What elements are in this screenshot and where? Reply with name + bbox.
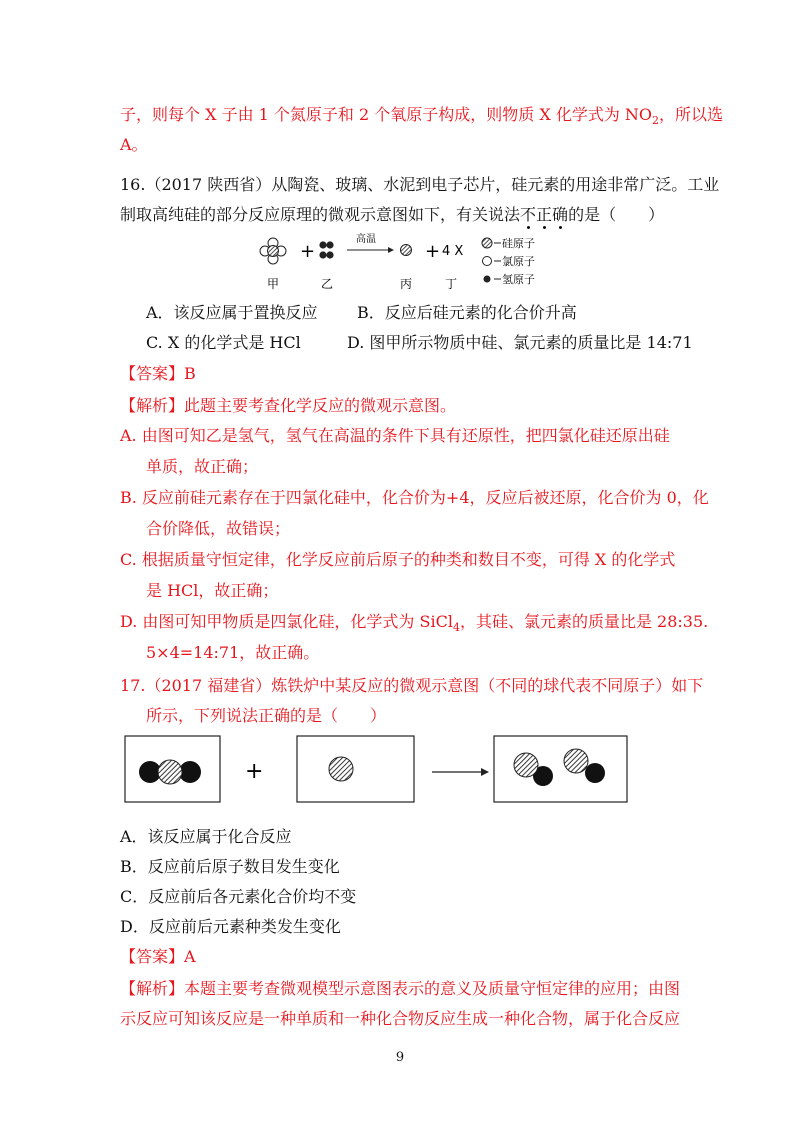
label-yi: 乙 bbox=[321, 277, 334, 291]
q16-exp-c-2: 是 HCl，故正确； bbox=[146, 581, 279, 600]
plus-sign-1: + bbox=[300, 241, 316, 262]
q17-option-b: B．反应前后原子数目发生变化 bbox=[120, 857, 340, 876]
page-number: 9 bbox=[395, 1050, 405, 1065]
q16-exp-c-1: C. 根据质量守恒定律，化学反应前后原子的种类和数目不变，可得 X 的化学式 bbox=[120, 550, 676, 569]
q16-reaction-diagram bbox=[250, 232, 590, 294]
q17-option-c: C．反应前后各元素化合价均不变 bbox=[120, 887, 357, 906]
legend-silicon: 硅原子 bbox=[502, 237, 535, 250]
q16-option-d: D. 图甲所示物质中硅、氯元素的质量比是 14:71 bbox=[347, 333, 693, 352]
product-box bbox=[494, 736, 627, 802]
q17-answer: 【答案】A bbox=[120, 947, 196, 966]
label-bing: 丙 bbox=[400, 277, 413, 291]
q17-stem-line-1: 17.（2017 福建省）炼铁炉中某反应的微观示意图（不同的球代表不同原子）如下 bbox=[120, 676, 704, 695]
q16-exp-b-2: 合价降低，故错误； bbox=[146, 519, 291, 538]
intro-line-2: A。 bbox=[120, 135, 148, 154]
q16-answer: 【答案】B bbox=[120, 364, 196, 383]
label-ding: 丁 bbox=[445, 277, 458, 291]
q16-analysis: 【解析】此题主要考查化学反应的微观示意图。 bbox=[120, 396, 457, 415]
intro-subscript: 2 bbox=[652, 114, 660, 128]
q17-analysis-2: 示反应可知该反应是一种单质和一种化合物反应生成一种化合物，属于化合反应 bbox=[120, 1009, 681, 1028]
q17-reaction-diagram bbox=[120, 732, 640, 806]
sicl-subscript: 4 bbox=[452, 621, 460, 635]
q17-stem-line-2: 所示，下列说法正确的是（ ） bbox=[146, 706, 387, 725]
arrow-head bbox=[388, 247, 394, 253]
q16-option-b: B．反应后硅元素的化合价升高 bbox=[357, 303, 577, 322]
q16-stem-line-1: 16.（2017 陕西省）从陶瓷、玻璃、水泥到电子芯片，硅元素的用途非常广泛。工业 bbox=[120, 175, 720, 194]
product-ding-coef: 4 X bbox=[442, 244, 464, 259]
molecule-bing bbox=[401, 245, 412, 256]
q16-exp-d-2: 5×4=14:71，故正确。 bbox=[146, 643, 320, 662]
molecule-jia bbox=[260, 238, 286, 264]
carbon-atom bbox=[329, 757, 353, 781]
q17-plus-sign: + bbox=[245, 759, 264, 784]
q17-option-a: A．该反应属于化合反应 bbox=[120, 827, 292, 846]
q17-analysis-1: 【解析】本题主要考查微观模型示意图表示的意义及质量守恒定律的应用；由图 bbox=[120, 979, 681, 998]
molecule-yi bbox=[319, 241, 333, 258]
reaction-condition: 高温 bbox=[356, 234, 376, 245]
q16-option-a: A．该反应属于置换反应 bbox=[146, 303, 318, 322]
plus-sign-2: + bbox=[425, 241, 441, 262]
q16-exp-a-2: 单质，故正确； bbox=[146, 457, 259, 476]
reactant-box-2 bbox=[297, 736, 414, 802]
intro-line-1: 子，则每个 X 子由 1 个氮原子和 2 个氧原子构成，则物质 X 化学式为 $NO_2$，所以选 bbox=[120, 105, 724, 128]
legend-hydrogen: 氢原子 bbox=[502, 273, 535, 286]
q16-exp-a-1: A. 由图可知乙是氢气，氢气在高温的条件下具有还原性，把四氯化硅还原出硅 bbox=[120, 426, 670, 445]
q16-exp-b-1: B. 反应前硅元素存在于四氯化硅中，化合价为+4，反应后被还原，化合价为 0，化 bbox=[120, 488, 709, 507]
q16-exp-d-1: D. 由图可知甲物质是四氯化硅，化学式为 SiCl$_4$，其硅、氯元素的质量比是 28:35. bbox=[120, 612, 709, 635]
diagram-legend bbox=[482, 237, 535, 286]
co2-molecule bbox=[139, 760, 201, 784]
label-jia: 甲 bbox=[267, 277, 280, 291]
q17-arrow-head bbox=[481, 768, 489, 776]
q17-option-d: D．反应前后元素种类发生变化 bbox=[120, 917, 341, 936]
q16-option-c: C. X 的化学式是 HCl bbox=[146, 333, 301, 352]
q16-stem-line-2: 制取高纯硅的部分反应原理的微观示意图如下，有关说法不正确的是（ ） bbox=[120, 205, 665, 224]
legend-chlorine: 氯原子 bbox=[502, 255, 535, 268]
